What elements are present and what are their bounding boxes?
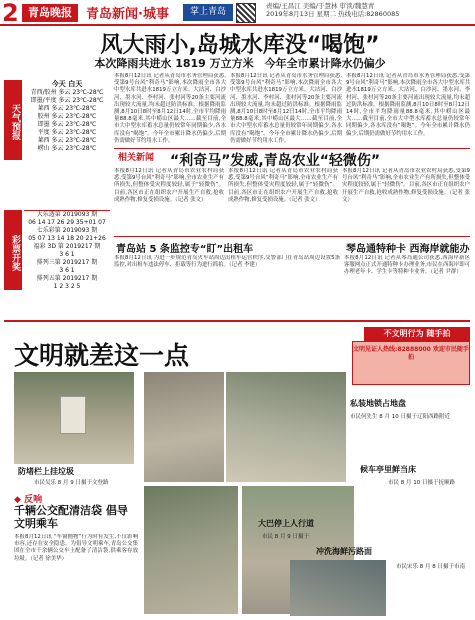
- weather-line: 莱西 多云 23℃-28℃: [37, 137, 97, 144]
- photo1-credit: 市民吴乐 8 月 9 日摄于文登路: [34, 480, 109, 486]
- qr-code-icon: [236, 3, 256, 23]
- weather-bar: 天气预报: [4, 80, 22, 160]
- lead-article-col1: 本报8月12日讯 记者从青岛市水务管理局获悉,受第9号台风“利奇马”影响,本次降雨全市各大中型水库共进水1819万立方米。大沽河、白沙河、墨水河、李村河、张村河等20条主要河流出现较大流量,均未超过防洪标准。根据降雨监测,8月10日8时至8月12日14时,全市平均降雨量88.8毫米,其中崂山区最大……截至目前,全市大中型水库蓄水总量仍较常年同期偏少,各水库没有“喝饱”。今年全市累计降水仍偏少,后期仍需做好节约用水工作。: [114, 73, 226, 144]
- weather-line: 青西/胶州 多云 23℃-28℃: [30, 89, 104, 96]
- section-divider: [4, 320, 470, 322]
- weather-line: 崂山 多云 23℃-28℃: [37, 145, 97, 152]
- photo-seafood: [290, 560, 386, 616]
- lottery-bar: 彩票开奖: [4, 210, 22, 290]
- story3-body: 本报8月12日讯 为进一步规范青岛火车站周边出租车运营秩序,交警部门在青岛站周边设置5条监控,对出租车违法停车、拒载等行为进行抓拍。（记者 李建）: [114, 255, 340, 269]
- related-news-tag: 相关新闻: [118, 153, 155, 163]
- photo4-credit: 市民 8 月 9 日摄于: [262, 534, 309, 540]
- fanfu-tag: ◆ 反响: [14, 495, 43, 505]
- trash-bag-shape: [60, 396, 86, 434]
- photo-trash-railing: [14, 372, 134, 464]
- divider: [114, 148, 470, 149]
- column-banner: 不文明行为 随手拍: [364, 327, 470, 341]
- fanfu-headline: 千辆公交配清洁袋 倡导文明乘车: [14, 504, 128, 530]
- lottery-line: 大乐透第 2019093 期: [36, 211, 98, 218]
- story2-headline: “利奇马”发威,青岛农业“轻微伤”: [170, 153, 381, 169]
- weather-line: 即墨/平度 多云 23℃-28℃: [30, 97, 104, 104]
- paper-logo: 青岛晚报: [22, 4, 78, 22]
- lottery-line: 05 07 13 14 18 20 21+26: [28, 235, 106, 242]
- fanfu-tag-label: 反响: [24, 495, 43, 505]
- app-badge: 掌上青岛: [183, 4, 233, 21]
- editor-line: 责编/王昌江 美编/于慧林 审读/魏慧青: [266, 2, 375, 10]
- weather-title: 今天 白天: [51, 80, 83, 88]
- photo5-credit: 市民宋乐 8 月 8 日摄于市南: [396, 564, 465, 570]
- story2-body-b: 本报8月12日讯 记者从青岛市农业农村局获悉,受第9号台风“利奇马”影响,全市农业生产有所损失,但整体受灾程度较轻,属于“轻微伤”。目前,各区市正在组织农户开展生产自救,抢收成熟作物,修复受损设施。（记者 张文）: [228, 168, 338, 203]
- main-headline: 风大雨小,岛城水库没“喝饱”: [100, 33, 380, 58]
- weather-line: 莱西 多云 23℃-28℃: [37, 105, 97, 112]
- photo5-caption: 冲洗海鲜污路面: [316, 547, 372, 556]
- phone-hotline-box: 文明见证人热线:82888000 欢迎市民随手拍: [352, 341, 470, 385]
- fanfu-body: 本报8月12日讯 “车窗抛物”行为时有发生,不仅影响市容,还存在安全隐患。为倡导文明乘车,青岛公交集团在全市千余辆公交车上配备了清洁袋,供乘客存放垃圾。（记者 徐美华）: [14, 534, 138, 562]
- photo2-credit: 市民何先生 8 月 10 日摄于辽阳西路附近: [350, 414, 450, 420]
- main-subheadline: 本次降雨共进水 1819 万立方米 今年全市累计降水仍偏少: [94, 57, 386, 70]
- weather-line: 胶州 多云 23℃-28℃: [37, 113, 97, 120]
- lottery-line: 排列五第 2019217 期: [36, 275, 98, 282]
- lottery-line: 排列三第 2019217 期: [36, 259, 98, 266]
- weather-line: 平度 多云 23℃-28℃: [37, 129, 97, 136]
- photo-bus-shelter: [144, 486, 238, 614]
- photo-ground-lock-2: [226, 372, 346, 482]
- story2-body-a: 本报8月12日讯 记者从青岛市农业农村局获悉,受第9号台风“利奇马”影响,全市农业生产有所损失,但整体受灾程度较轻,属于“轻微伤”。目前,各区市正在组织农户开展生产自救,抢收成熟作物,修复受损设施。（记者 张文）: [114, 168, 224, 203]
- page-number: 2: [2, 0, 19, 27]
- column-title: 文明就差这一点: [14, 341, 190, 370]
- lead-article-col3: 本报8月12日讯 记者从青岛市水务管理局获悉,受第9号台风“利奇马”影响,本次降雨全市各大中型水库共进水1819万立方米。大沽河、白沙河、墨水河、李村河、张村河等20条主要河流出现较大流量,均未超过防洪标准。根据降雨监测,8月10日8时至8月12日14时,全市平均降雨量88.8毫米,其中崂山区最大……截至目前,全市大中型水库蓄水总量仍较常年同期偏少,各水库没有“喝饱”。今年全市累计降水仍偏少,后期仍需做好节约用水工作。: [346, 73, 470, 137]
- story3-headline: 青岛站 5 条监控专“盯”出租车: [116, 244, 254, 255]
- photo1-caption: 防堵栏上挂垃圾: [18, 467, 74, 476]
- lead-article-col2: 本报8月12日讯 记者从青岛市水务管理局获悉,受第9号台风“利奇马”影响,本次降雨全市各大中型水库共进水1819万立方米。大沽河、白沙河、墨水河、李村河、张村河等20条主要河流出现较大流量,均未超过防洪标准。根据降雨监测,8月10日8时至8月12日14时,全市平均降雨量88.8毫米,其中崂山区最大……截至目前,全市大中型水库蓄水总量仍较常年同期偏少,各水库没有“喝饱”。今年全市累计降水仍偏少,后期仍需做好节约用水工作。: [230, 73, 342, 144]
- lottery-line: 3 6 1: [59, 251, 75, 258]
- lottery-line: 福彩 3D 第 2019217 期: [33, 243, 101, 250]
- lottery-box: [24, 210, 110, 291]
- masthead-meta: [266, 2, 471, 18]
- masthead: [0, 0, 475, 26]
- lottery-line: 06 14 17 26 29 35+01 07: [28, 219, 106, 226]
- divider: [114, 236, 470, 237]
- photo3-caption: 候车亭里鲜当床: [360, 465, 416, 474]
- lottery-line: 3 6 1: [59, 267, 75, 274]
- story2-body-c: 本报8月12日讯 记者从青岛市农业农村局获悉,受第9号台风“利奇马”影响,全市农业生产有所损失,但整体受灾程度较轻,属于“轻微伤”。目前,各区市正在组织农户开展生产自救,抢收成熟作物,修复受损设施。（记者 张文）: [342, 168, 470, 203]
- section-title: 青岛新闻·城事: [86, 7, 169, 22]
- weather-line: 即墨 多云 23℃-28℃: [37, 121, 97, 128]
- photo4-caption: 大巴停上人行道: [258, 519, 314, 528]
- photo-ground-lock: [144, 372, 224, 482]
- lottery-line: 七乐彩第 2019093 期: [36, 227, 98, 234]
- weather-box: [24, 80, 110, 153]
- photo2-caption: 私装地锁占地盘: [350, 399, 406, 408]
- story4-body: 本报8月12日讯 记者从琴岛通公司获悉,西海岸新区客服网点正式开通特种卡办理业务,市民在西海岸即可办理老年卡、学生卡等特种卡业务。（记者 尹群）: [344, 255, 470, 276]
- date-line: 2019年8月13日 星期二 热线电话:82860085: [266, 10, 400, 18]
- photo3-credit: 市民 8 月 10 日摄于抚顺路: [388, 480, 455, 486]
- story4-headline: 琴岛通特种卡 西海岸就能办: [346, 244, 470, 255]
- lottery-line: 1 2 3 2 5: [53, 283, 81, 290]
